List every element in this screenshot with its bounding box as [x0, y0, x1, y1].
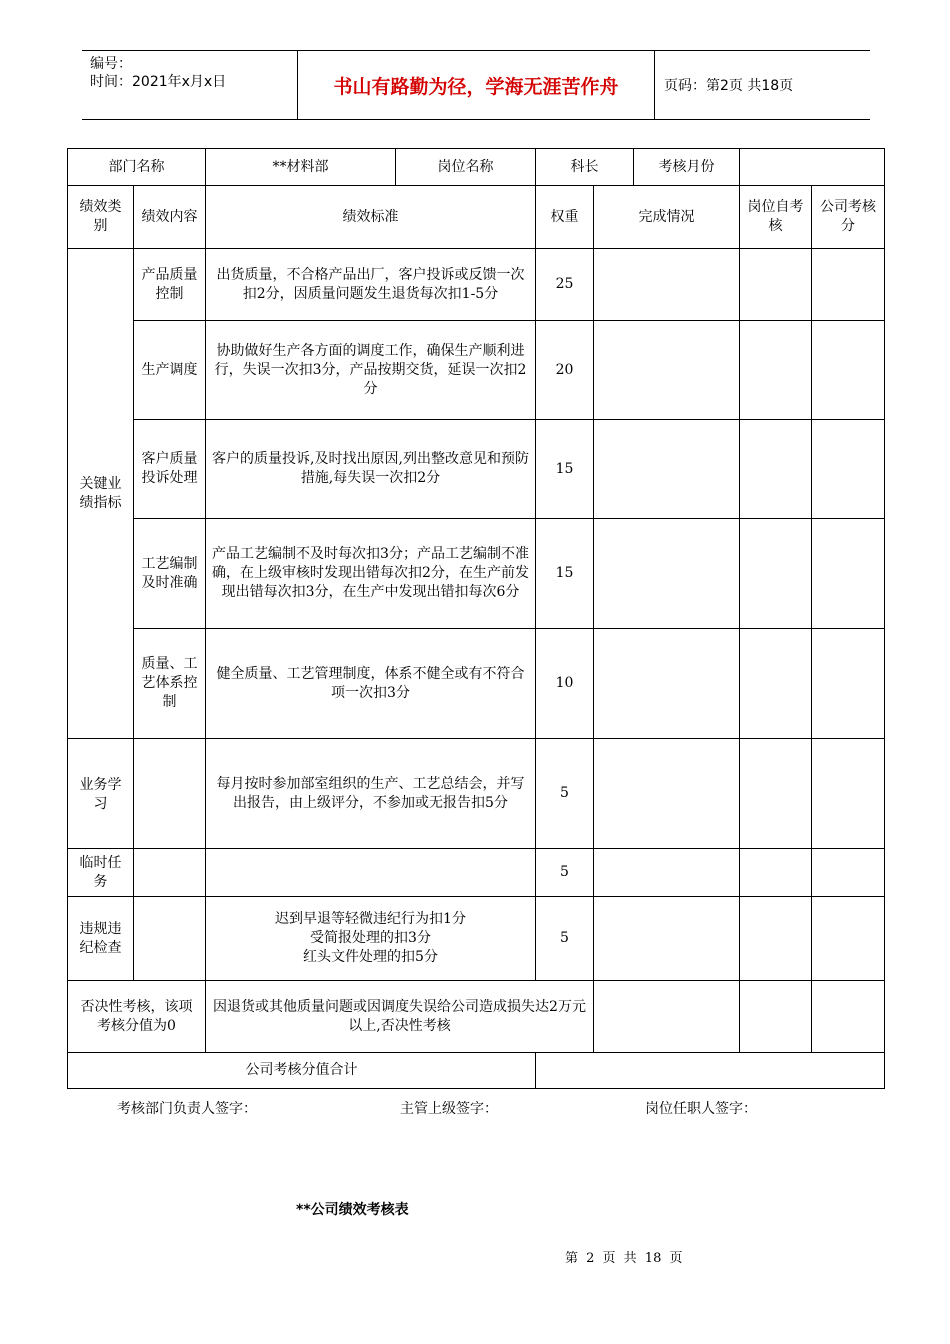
kpi-content: 客户质量投诉处理 [134, 420, 206, 519]
violation-weight: 5 [536, 897, 594, 981]
group-key-cell: 关键业绩指标 [68, 249, 134, 739]
page-header [82, 50, 870, 120]
position-value: 科长 [536, 149, 634, 186]
month-label: 考核月份 [634, 149, 740, 186]
violation-standard [206, 897, 536, 981]
study-content [134, 739, 206, 849]
sign-employee: 岗位任职人签字： [645, 1101, 757, 1117]
company-score-cell[interactable] [812, 849, 885, 897]
table-row [68, 249, 885, 321]
kpi-content: 质量、工艺体系控制 [134, 629, 206, 739]
table-row [68, 519, 885, 629]
kpi-standard: 产品工艺编制不及时每次扣3分；产品工艺编制不准确，在上级审核时发现出错每次扣2分，在生产前发现出错每次扣3分，在生产中发现出错扣每次6分 [206, 519, 536, 629]
company-score-cell[interactable] [812, 519, 885, 629]
kpi-standard: 健全质量、工艺管理制度，体系不健全或有不符合项一次扣3分 [206, 629, 536, 739]
position-label: 岗位名称 [396, 149, 536, 186]
document-title: **公司绩效考核表 [296, 1202, 409, 1218]
serial-label: 编号： [90, 56, 132, 72]
col-company-score: 公司考核分 [812, 186, 885, 249]
col-self-review: 岗位自考核 [740, 186, 812, 249]
completion-cell[interactable] [594, 519, 740, 629]
completion-cell[interactable] [594, 897, 740, 981]
company-score-cell[interactable] [812, 321, 885, 420]
table-row [68, 897, 885, 981]
sign-dept-head: 考核部门负责人签字： [117, 1101, 257, 1117]
table-row [68, 321, 885, 420]
kpi-weight: 25 [536, 249, 594, 321]
col-content: 绩效内容 [134, 186, 206, 249]
table-row [68, 629, 885, 739]
total-label: 公司考核分值合计 [68, 1053, 536, 1089]
self-review-cell[interactable] [740, 897, 812, 981]
sign-supervisor: 主管上级签字： [400, 1101, 498, 1117]
table-row [68, 420, 885, 519]
company-score-cell[interactable] [812, 981, 885, 1053]
kpi-content: 产品质量控制 [134, 249, 206, 321]
violation-line: 红头文件处理的扣5分 [303, 949, 438, 965]
violation-content [134, 897, 206, 981]
kpi-weight: 10 [536, 629, 594, 739]
veto-standard: 因退货或其他质量问题或因调度失误给公司造成损失达2万元以上,否决性考核 [206, 981, 594, 1053]
total-value[interactable] [536, 1053, 885, 1089]
violation-line: 迟到早退等轻微违纪行为扣1分 [275, 911, 466, 927]
col-completion: 完成情况 [594, 186, 740, 249]
temp-content [134, 849, 206, 897]
company-score-cell[interactable] [812, 739, 885, 849]
study-category: 业务学习 [68, 739, 134, 849]
kpi-content: 工艺编制及时准确 [134, 519, 206, 629]
kpi-weight: 20 [536, 321, 594, 420]
self-review-cell[interactable] [740, 321, 812, 420]
self-review-cell[interactable] [740, 981, 812, 1053]
kpi-standard: 协助做好生产各方面的调度工作，确保生产顺利进行，失误一次扣3分，产品按期交货，延误一次扣2分 [206, 321, 536, 420]
temp-weight: 5 [536, 849, 594, 897]
company-score-cell[interactable] [812, 897, 885, 981]
company-score-cell[interactable] [812, 629, 885, 739]
motto: 书山有路勤为径，学海无涯苦作舟 [297, 51, 655, 119]
veto-label: 否决性考核，该项考核分值为0 [68, 981, 206, 1053]
kpi-content: 生产调度 [134, 321, 206, 420]
self-review-cell[interactable] [740, 420, 812, 519]
self-review-cell[interactable] [740, 739, 812, 849]
table-row [68, 849, 885, 897]
dept-label: 部门名称 [68, 149, 206, 186]
temp-standard [206, 849, 536, 897]
completion-cell[interactable] [594, 321, 740, 420]
kpi-standard: 客户的质量投诉,及时找出原因,列出整改意见和预防措施,每失误一次扣2分 [206, 420, 536, 519]
temp-category: 临时任务 [68, 849, 134, 897]
time-label: 时间：2021年x月x日 [90, 74, 227, 90]
col-category: 绩效类别 [68, 186, 134, 249]
violation-category: 违规违纪检查 [68, 897, 134, 981]
kpi-standard: 出货质量，不合格产品出厂，客户投诉或反馈一次扣2分，因质量问题发生退货每次扣1-5分 [206, 249, 536, 321]
table-row [68, 739, 885, 849]
completion-cell[interactable] [594, 629, 740, 739]
self-review-cell[interactable] [740, 849, 812, 897]
page-footer: 第 2 页 共 18 页 [565, 1251, 683, 1266]
company-score-cell[interactable] [812, 249, 885, 321]
table-row [68, 981, 885, 1053]
kpi-weight: 15 [536, 420, 594, 519]
dept-value: **材料部 [206, 149, 396, 186]
header-meta [90, 55, 226, 91]
kpi-table [67, 148, 885, 1089]
completion-cell[interactable] [594, 849, 740, 897]
self-review-cell[interactable] [740, 629, 812, 739]
kpi-weight: 15 [536, 519, 594, 629]
column-header-row [68, 186, 885, 249]
total-row [68, 1053, 885, 1089]
study-standard: 每月按时参加部室组织的生产、工艺总结会，并写出报告，由上级评分，不参加或无报告扣5分 [206, 739, 536, 849]
company-score-cell[interactable] [812, 420, 885, 519]
violation-line: 受简报处理的扣3分 [310, 930, 431, 946]
self-review-cell[interactable] [740, 519, 812, 629]
completion-cell[interactable] [594, 420, 740, 519]
completion-cell[interactable] [594, 739, 740, 849]
completion-cell[interactable] [594, 249, 740, 321]
study-weight: 5 [536, 739, 594, 849]
page-label: 页码：第2页 共18页 [664, 78, 794, 94]
info-row [68, 149, 885, 186]
completion-cell[interactable] [594, 981, 740, 1053]
month-value [740, 149, 885, 186]
col-standard: 绩效标准 [206, 186, 536, 249]
col-weight: 权重 [536, 186, 594, 249]
self-review-cell[interactable] [740, 249, 812, 321]
